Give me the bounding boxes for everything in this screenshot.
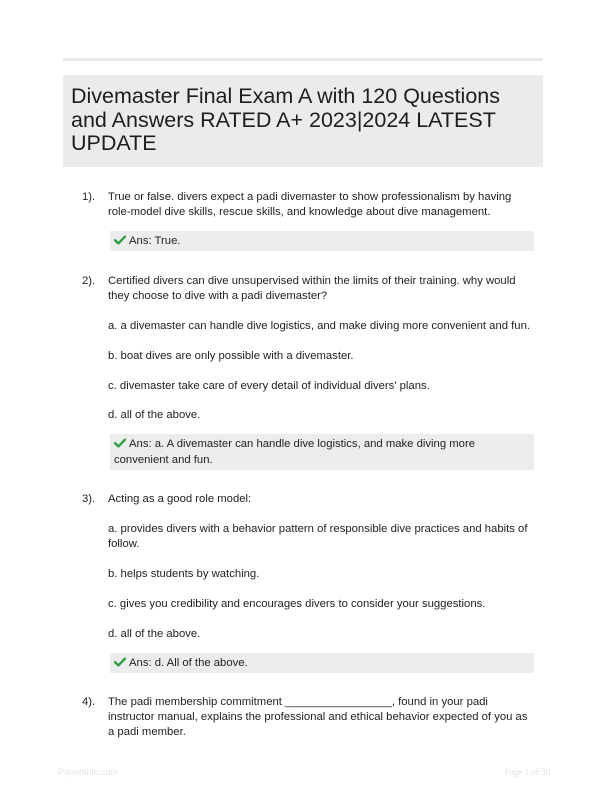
question-text: The padi membership commitment _________________, found in your padi instructor manual, explains the professional and ethical behavior expected of you as a padi member.: [108, 696, 528, 738]
question-number: 3).: [82, 493, 96, 505]
question-text: Acting as a good role model:: [108, 493, 252, 505]
answer-text: Ans: True.: [129, 235, 181, 247]
question-number: 1).: [82, 191, 96, 203]
question-text: True or false. divers expect a padi divemaster to show professionalism by having role-model dive skills, rescue skills, and knowledge about dive management.: [108, 191, 512, 218]
answer-text: Ans: a. A divemaster can handle dive logistics, and make diving more convenient and fun.: [114, 438, 475, 466]
checkmark-icon: [114, 438, 126, 448]
checkmark-icon: [114, 235, 126, 245]
checkmark-icon: [114, 657, 126, 667]
footer-page-number: Page 1 of 30: [504, 767, 550, 777]
option-d: d. all of the above.: [108, 628, 201, 640]
answer-text: Ans: d. All of the above.: [129, 657, 248, 669]
question-text: Certified divers can dive unsupervised within the limits of their training. why would they choose to dive with a padi divemaster?: [108, 275, 516, 302]
option-a: a. a divemaster can handle dive logistics, and make diving more convenient and fun.: [108, 320, 530, 332]
option-b: b. boat dives are only possible with a divemaster.: [108, 350, 354, 362]
option-c: c. gives you credibility and encourages divers to consider your suggestions.: [108, 598, 486, 610]
page-title: Divemaster Final Exam A with 120 Questions and Answers RATED A+ 2023|2024 LATEST UPDATE: [71, 84, 500, 155]
option-a: a. provides divers with a behavior pattern of responsible dive practices and habits of follow.: [108, 523, 528, 550]
title-banner: [63, 75, 543, 167]
answer-box: [110, 231, 534, 251]
answer-box: [110, 653, 534, 673]
question-number: 2).: [82, 275, 96, 287]
question-number: 4).: [82, 696, 96, 708]
answer-box: [110, 434, 534, 470]
top-divider: [63, 58, 543, 61]
option-c: c. divemaster take care of every detail of individual divers' plans.: [108, 380, 430, 392]
option-b: b. helps students by watching.: [108, 568, 260, 580]
footer-site: Papertible.com: [58, 767, 119, 777]
option-d: d. all of the above.: [108, 409, 201, 421]
